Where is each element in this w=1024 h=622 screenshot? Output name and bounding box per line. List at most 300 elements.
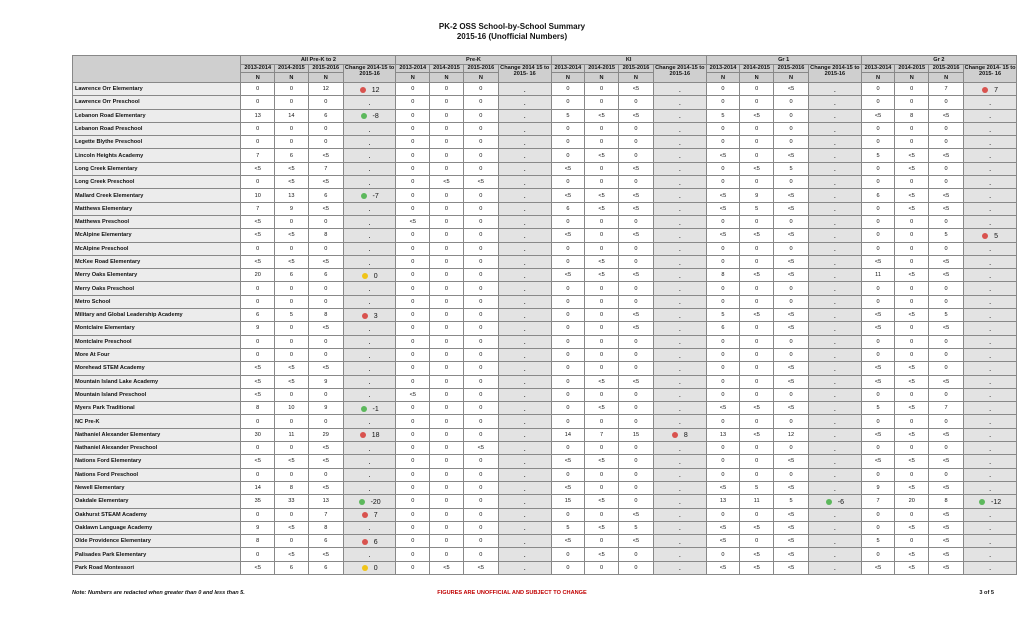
count-cell: 0	[430, 428, 464, 441]
school-name: Mountain Island Preschool	[73, 388, 241, 401]
count-cell: 0	[929, 215, 964, 228]
count-cell: 0	[463, 521, 498, 534]
count-cell: 0	[861, 242, 895, 255]
count-cell: 0	[275, 388, 309, 401]
count-cell: <5	[740, 428, 774, 441]
school-name: Olde Providence Elementary	[73, 535, 241, 548]
count-cell: 0	[895, 229, 929, 242]
count-cell: 0	[396, 309, 430, 322]
change-cell: .	[653, 348, 706, 361]
count-cell: 0	[585, 176, 619, 189]
count-cell: 0	[929, 335, 964, 348]
count-cell: <5	[308, 149, 343, 162]
count-cell: 6	[241, 309, 275, 322]
indicator-green-icon	[361, 406, 367, 412]
count-cell: 5	[740, 202, 774, 215]
change-cell: .	[809, 149, 862, 162]
count-cell: 0	[861, 415, 895, 428]
count-cell: <5	[275, 455, 309, 468]
count-cell: 10	[241, 189, 275, 202]
change-cell: .	[498, 322, 551, 335]
count-cell: <5	[929, 109, 964, 122]
change-value: 18	[371, 432, 380, 440]
change-cell: .	[343, 388, 396, 401]
count-cell: <5	[774, 521, 809, 534]
count-cell: 8	[929, 495, 964, 508]
change-cell: .	[653, 521, 706, 534]
change-cell: .	[964, 189, 1017, 202]
n-header: N	[430, 73, 464, 83]
count-cell: 0	[463, 322, 498, 335]
count-cell: <5	[396, 215, 430, 228]
count-cell: 0	[706, 83, 740, 96]
count-cell: 0	[740, 122, 774, 135]
school-name: McAlpine Elementary	[73, 229, 241, 242]
count-cell: 0	[463, 83, 498, 96]
count-cell: 0	[241, 508, 275, 521]
count-cell: 0	[861, 282, 895, 295]
count-cell: 0	[308, 282, 343, 295]
count-cell: 0	[585, 468, 619, 481]
change-cell: .	[809, 402, 862, 415]
count-cell: 0	[463, 136, 498, 149]
count-cell: 6	[308, 189, 343, 202]
count-cell: 0	[396, 335, 430, 348]
count-cell: 0	[740, 535, 774, 548]
change-cell: .	[964, 215, 1017, 228]
count-cell: 0	[895, 255, 929, 268]
count-cell: 0	[861, 348, 895, 361]
change-cell: .	[653, 149, 706, 162]
count-cell: <5	[618, 508, 653, 521]
table-row	[73, 229, 1017, 242]
change-cell	[343, 428, 396, 441]
count-cell: 0	[463, 388, 498, 401]
count-cell: 0	[396, 535, 430, 548]
count-cell: 0	[551, 508, 585, 521]
count-cell: <5	[895, 162, 929, 175]
count-cell: 0	[275, 282, 309, 295]
count-cell: 0	[396, 348, 430, 361]
change-cell: .	[498, 189, 551, 202]
count-cell: 12	[308, 83, 343, 96]
change-cell: .	[653, 535, 706, 548]
table-row	[73, 455, 1017, 468]
change-cell: .	[343, 96, 396, 109]
count-cell: 6	[706, 322, 740, 335]
count-cell: 0	[929, 295, 964, 308]
table-header	[73, 56, 1017, 83]
count-cell: <5	[740, 229, 774, 242]
change-cell	[964, 83, 1017, 96]
count-cell: 0	[929, 348, 964, 361]
count-cell: <5	[463, 176, 498, 189]
n-header: N	[585, 73, 619, 83]
change-cell: .	[653, 322, 706, 335]
school-name: Montclaire Preschool	[73, 335, 241, 348]
count-cell: 0	[740, 96, 774, 109]
change-cell: .	[809, 362, 862, 375]
count-cell: 0	[463, 495, 498, 508]
footer-note: Note: Numbers are redacted when greater than 0 and less than 5.	[72, 590, 245, 596]
indicator-green-icon	[826, 499, 832, 505]
count-cell: 5	[929, 229, 964, 242]
count-cell: <5	[585, 455, 619, 468]
count-cell: 0	[585, 335, 619, 348]
change-cell: .	[964, 442, 1017, 455]
count-cell: 0	[430, 402, 464, 415]
count-cell: 9	[308, 402, 343, 415]
count-cell: 0	[430, 202, 464, 215]
count-cell: 0	[463, 109, 498, 122]
change-cell: .	[809, 83, 862, 96]
n-header: N	[618, 73, 653, 83]
count-cell: 0	[430, 508, 464, 521]
count-cell: 5	[706, 109, 740, 122]
count-cell: <5	[774, 149, 809, 162]
year-header: 2015-2016	[929, 64, 964, 73]
count-cell: 0	[774, 468, 809, 481]
count-cell: 0	[551, 242, 585, 255]
count-cell: 8	[706, 269, 740, 282]
change-cell: .	[964, 481, 1017, 494]
count-cell: 0	[585, 83, 619, 96]
count-cell: 0	[430, 215, 464, 228]
count-cell: 0	[551, 335, 585, 348]
count-cell: 0	[396, 442, 430, 455]
count-cell: 0	[551, 96, 585, 109]
count-cell: 0	[706, 375, 740, 388]
n-header: N	[895, 73, 929, 83]
table-row	[73, 481, 1017, 494]
change-value: 5	[994, 232, 999, 240]
count-cell: 0	[275, 136, 309, 149]
change-cell: .	[343, 415, 396, 428]
count-cell: 0	[585, 162, 619, 175]
change-cell: .	[809, 442, 862, 455]
count-cell: 0	[706, 455, 740, 468]
change-cell: .	[653, 402, 706, 415]
count-cell: 9	[861, 481, 895, 494]
table-row	[73, 83, 1017, 96]
indicator-red-icon	[672, 432, 678, 438]
change-cell: .	[964, 561, 1017, 574]
count-cell: 0	[308, 215, 343, 228]
count-cell: <5	[618, 162, 653, 175]
school-name: McKee Road Elementary	[73, 255, 241, 268]
count-cell: 0	[618, 402, 653, 415]
change-cell	[343, 309, 396, 322]
summary-table	[72, 55, 1017, 575]
count-cell: 0	[430, 375, 464, 388]
count-cell: 0	[396, 269, 430, 282]
count-cell: 0	[463, 96, 498, 109]
change-cell: .	[809, 96, 862, 109]
count-cell: 0	[396, 136, 430, 149]
count-cell: 0	[308, 388, 343, 401]
count-cell: 0	[551, 548, 585, 561]
change-cell: .	[498, 508, 551, 521]
count-cell: 13	[241, 109, 275, 122]
change-cell: .	[498, 109, 551, 122]
count-cell: 6	[308, 269, 343, 282]
change-cell	[343, 269, 396, 282]
change-cell: .	[343, 442, 396, 455]
group-header: Gr 2	[861, 56, 1016, 65]
count-cell: 6	[861, 189, 895, 202]
count-cell: <5	[275, 521, 309, 534]
title-line-2: 2015-16 (Unofficial Numbers)	[456, 32, 568, 41]
count-cell: 0	[895, 415, 929, 428]
count-cell: 0	[585, 229, 619, 242]
table-row	[73, 348, 1017, 361]
count-cell: <5	[929, 548, 964, 561]
count-cell: 0	[275, 322, 309, 335]
table-row	[73, 508, 1017, 521]
change-cell: .	[809, 269, 862, 282]
count-cell: 0	[895, 83, 929, 96]
count-cell: 0	[430, 455, 464, 468]
count-cell: <5	[774, 455, 809, 468]
change-cell: .	[343, 215, 396, 228]
school-name: Myers Park Traditional	[73, 402, 241, 415]
count-cell: <5	[585, 548, 619, 561]
count-cell: 7	[241, 149, 275, 162]
change-cell: .	[498, 215, 551, 228]
count-cell: <5	[585, 402, 619, 415]
count-cell: <5	[895, 548, 929, 561]
change-cell: .	[653, 495, 706, 508]
count-cell: 8	[275, 481, 309, 494]
count-cell: 35	[241, 495, 275, 508]
count-cell: <5	[618, 269, 653, 282]
count-cell: 0	[618, 495, 653, 508]
change-value: -8	[372, 113, 379, 121]
change-cell: .	[964, 322, 1017, 335]
count-cell: <5	[585, 202, 619, 215]
table-row	[73, 215, 1017, 228]
count-cell: 0	[275, 415, 309, 428]
count-cell: 0	[618, 548, 653, 561]
school-name: Oaklawn Language Academy	[73, 521, 241, 534]
count-cell: <5	[241, 229, 275, 242]
n-header: N	[241, 73, 275, 83]
count-cell: 9	[241, 322, 275, 335]
count-cell: <5	[774, 229, 809, 242]
indicator-red-icon	[362, 313, 368, 319]
count-cell: <5	[618, 202, 653, 215]
change-cell: .	[343, 149, 396, 162]
count-cell: 0	[241, 415, 275, 428]
change-cell: .	[653, 375, 706, 388]
count-cell: 0	[308, 242, 343, 255]
count-cell: <5	[774, 402, 809, 415]
count-cell: 0	[241, 348, 275, 361]
change-cell	[809, 495, 862, 508]
count-cell: 0	[308, 96, 343, 109]
count-cell: <5	[929, 561, 964, 574]
count-cell: 0	[396, 189, 430, 202]
count-cell: 0	[396, 109, 430, 122]
count-cell: 0	[740, 282, 774, 295]
school-name: McAlpine Preschool	[73, 242, 241, 255]
count-cell: <5	[774, 375, 809, 388]
count-cell: <5	[774, 269, 809, 282]
count-cell: 8	[241, 402, 275, 415]
count-cell: 6	[275, 269, 309, 282]
count-cell: 0	[463, 229, 498, 242]
count-cell: <5	[585, 255, 619, 268]
change-cell: .	[809, 508, 862, 521]
count-cell: 0	[551, 83, 585, 96]
count-cell: 5	[861, 535, 895, 548]
count-cell: 0	[396, 402, 430, 415]
count-cell: <5	[740, 561, 774, 574]
count-cell: 0	[706, 388, 740, 401]
count-cell: 0	[618, 122, 653, 135]
change-cell: .	[498, 402, 551, 415]
count-cell: 0	[308, 468, 343, 481]
count-cell: 0	[430, 109, 464, 122]
change-cell	[343, 402, 396, 415]
group-header: Gr 1	[706, 56, 861, 65]
count-cell: 29	[308, 428, 343, 441]
year-header: 2013-2014	[861, 64, 895, 73]
count-cell: 0	[430, 388, 464, 401]
count-cell: 0	[585, 348, 619, 361]
count-cell: 0	[396, 282, 430, 295]
count-cell: 0	[585, 535, 619, 548]
count-cell: 0	[895, 535, 929, 548]
change-cell: .	[343, 548, 396, 561]
count-cell: 0	[430, 282, 464, 295]
change-cell: .	[653, 215, 706, 228]
count-cell: 8	[308, 521, 343, 534]
year-header: 2013-2014	[241, 64, 275, 73]
count-cell: <5	[895, 149, 929, 162]
count-cell: 0	[861, 229, 895, 242]
table-row	[73, 428, 1017, 441]
change-header: Change 2014-15 to 2015-16	[809, 64, 862, 83]
year-header: 2014-2015	[430, 64, 464, 73]
change-cell: .	[343, 255, 396, 268]
count-cell: 0	[463, 535, 498, 548]
change-cell: .	[809, 136, 862, 149]
change-cell	[343, 508, 396, 521]
count-cell: 9	[740, 189, 774, 202]
change-cell: .	[653, 176, 706, 189]
count-cell: 0	[861, 136, 895, 149]
count-cell: 0	[430, 495, 464, 508]
count-cell: <5	[241, 561, 275, 574]
count-cell: 0	[308, 136, 343, 149]
change-cell: .	[343, 335, 396, 348]
count-cell: 0	[463, 215, 498, 228]
count-cell: 0	[861, 335, 895, 348]
count-cell: <5	[774, 508, 809, 521]
count-cell: <5	[618, 83, 653, 96]
indicator-green-icon	[361, 113, 367, 119]
change-cell: .	[653, 442, 706, 455]
count-cell: 0	[740, 335, 774, 348]
count-cell: 0	[463, 255, 498, 268]
change-cell: .	[653, 335, 706, 348]
count-cell: 0	[396, 83, 430, 96]
count-cell: 0	[551, 295, 585, 308]
count-cell: 0	[463, 455, 498, 468]
count-cell: 0	[585, 136, 619, 149]
count-cell: 0	[774, 442, 809, 455]
count-cell: 0	[585, 242, 619, 255]
change-cell: .	[343, 282, 396, 295]
count-cell: 0	[895, 122, 929, 135]
school-name: Lebanon Road Preschool	[73, 122, 241, 135]
count-cell: <5	[706, 402, 740, 415]
count-cell: <5	[740, 402, 774, 415]
table-row	[73, 109, 1017, 122]
change-header: Change 2014- 15 to 2015- 16	[964, 64, 1017, 83]
change-cell: .	[498, 149, 551, 162]
change-cell: .	[809, 428, 862, 441]
count-cell: 0	[585, 322, 619, 335]
count-cell: 0	[463, 362, 498, 375]
change-cell: .	[653, 229, 706, 242]
change-cell: .	[653, 109, 706, 122]
table-row	[73, 362, 1017, 375]
school-name: Lawrence Orr Preschool	[73, 96, 241, 109]
group-header: KI	[551, 56, 706, 65]
change-value: -6	[837, 498, 845, 506]
count-cell: 0	[929, 122, 964, 135]
count-cell: 0	[551, 402, 585, 415]
change-cell: .	[964, 375, 1017, 388]
count-cell: 0	[396, 561, 430, 574]
count-cell: 0	[895, 468, 929, 481]
count-cell: 0	[585, 481, 619, 494]
count-cell: 0	[551, 322, 585, 335]
count-cell: 0	[740, 136, 774, 149]
change-cell: .	[809, 335, 862, 348]
change-cell: .	[498, 295, 551, 308]
count-cell: <5	[774, 83, 809, 96]
change-cell: .	[809, 348, 862, 361]
change-cell: .	[343, 362, 396, 375]
count-cell: 5	[618, 521, 653, 534]
count-cell: 0	[463, 428, 498, 441]
change-cell: .	[498, 122, 551, 135]
count-cell: 0	[430, 242, 464, 255]
count-cell: 0	[463, 309, 498, 322]
count-cell: 0	[396, 122, 430, 135]
count-cell: 0	[895, 322, 929, 335]
year-header: 2014-2015	[895, 64, 929, 73]
count-cell: <5	[308, 548, 343, 561]
count-cell: 0	[430, 295, 464, 308]
count-cell: <5	[275, 162, 309, 175]
count-cell: 0	[895, 388, 929, 401]
change-cell: .	[964, 548, 1017, 561]
change-cell: .	[653, 269, 706, 282]
count-cell: 0	[396, 415, 430, 428]
change-cell: .	[498, 455, 551, 468]
count-cell: <5	[929, 149, 964, 162]
count-cell: 0	[740, 455, 774, 468]
change-header: Change 2014-15 to 2015-16	[653, 64, 706, 83]
count-cell: 0	[463, 282, 498, 295]
change-cell: .	[343, 242, 396, 255]
count-cell: 0	[706, 415, 740, 428]
change-cell: .	[653, 122, 706, 135]
